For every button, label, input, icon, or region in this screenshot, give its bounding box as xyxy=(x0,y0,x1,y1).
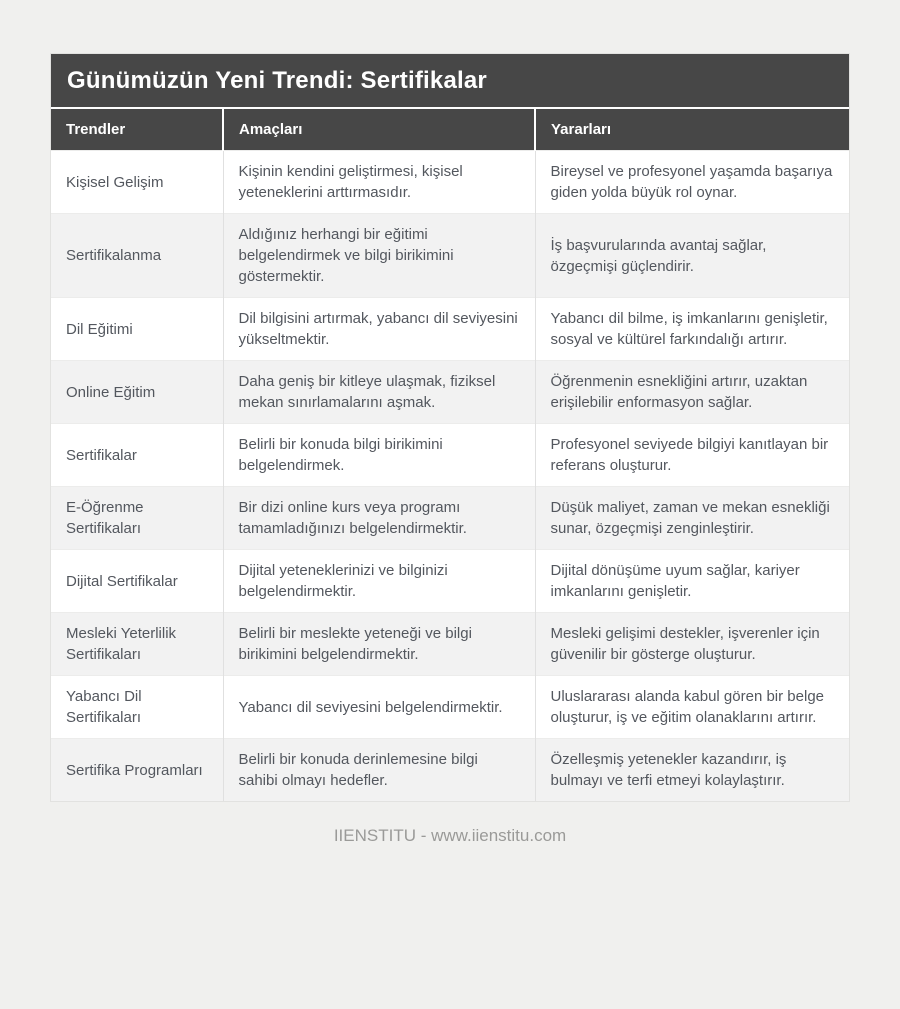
benefit-cell: Özelleşmiş yetenekler kazandırır, iş bulmayı ve terfi etmeyi kolaylaştırır. xyxy=(535,739,849,802)
table-row xyxy=(51,298,849,361)
benefit-cell: Dijital dönüşüme uyum sağlar, kariyer imkanlarını genişletir. xyxy=(535,550,849,613)
purpose-cell: Dil bilgisini artırmak, yabancı dil seviyesini yükseltmektir. xyxy=(223,298,535,361)
trends-table xyxy=(51,107,849,801)
table-row xyxy=(51,487,849,550)
footer-credit: IIENSTITU - www.iienstitu.com xyxy=(333,826,567,845)
trend-cell: Dil Eğitimi xyxy=(51,298,223,361)
table-row xyxy=(51,424,849,487)
trend-cell: Dijital Sertifikalar xyxy=(51,550,223,613)
trend-cell: Mesleki Yeterlilik Sertifikaları xyxy=(51,613,223,676)
purpose-cell: Bir dizi online kurs veya programı tamamladığınızı belgelendirmektir. xyxy=(223,487,535,550)
trend-cell: Yabancı Dil Sertifikaları xyxy=(51,676,223,739)
table-row xyxy=(51,550,849,613)
table-body xyxy=(51,151,849,802)
trend-cell: Sertifikalanma xyxy=(51,214,223,298)
benefit-cell: Yabancı dil bilme, iş imkanlarını genişletir, sosyal ve kültürel farkındalığı artırır. xyxy=(535,298,849,361)
purpose-cell: Daha geniş bir kitleye ulaşmak, fiziksel mekan sınırlamalarını aşmak. xyxy=(223,361,535,424)
header-yararlari: Yararları xyxy=(535,108,849,151)
table-row xyxy=(51,676,849,739)
trend-cell: Online Eğitim xyxy=(51,361,223,424)
trend-cell: Sertifika Programları xyxy=(51,739,223,802)
header-row xyxy=(51,108,849,151)
purpose-cell: Kişinin kendini geliştirmesi, kişisel yeteneklerini arttırmasıdır. xyxy=(223,151,535,214)
purpose-cell: Yabancı dil seviyesini belgelendirmektir. xyxy=(223,676,535,739)
benefit-cell: Profesyonel seviyede bilgiyi kanıtlayan bir referans oluşturur. xyxy=(535,424,849,487)
trend-cell: Kişisel Gelişim xyxy=(51,151,223,214)
purpose-cell: Dijital yeteneklerinizi ve bilginizi belgelendirmektir. xyxy=(223,550,535,613)
table-header xyxy=(51,108,849,151)
purpose-cell: Aldığınız herhangi bir eğitimi belgelendirmek ve bilgi birikimini göstermektir. xyxy=(223,214,535,298)
certificates-table-card xyxy=(50,53,850,802)
benefit-cell: Uluslararası alanda kabul gören bir belge oluşturur, iş ve eğitim olanaklarını artırır. xyxy=(535,676,849,739)
benefit-cell: Düşük maliyet, zaman ve mekan esnekliği sunar, özgeçmişi zenginleştirir. xyxy=(535,487,849,550)
purpose-cell: Belirli bir konuda derinlemesine bilgi sahibi olmayı hedefler. xyxy=(223,739,535,802)
table-row xyxy=(51,151,849,214)
benefit-cell: İş başvurularında avantaj sağlar, özgeçmişi güçlendirir. xyxy=(535,214,849,298)
table-row xyxy=(51,613,849,676)
purpose-cell: Belirli bir meslekte yeteneği ve bilgi birikimini belgelendirmektir. xyxy=(223,613,535,676)
table-row xyxy=(51,214,849,298)
benefit-cell: Öğrenmenin esnekliğini artırır, uzaktan erişilebilir enformasyon sağlar. xyxy=(535,361,849,424)
trend-cell: Sertifikalar xyxy=(51,424,223,487)
benefit-cell: Bireysel ve profesyonel yaşamda başarıya giden yolda büyük rol oynar. xyxy=(535,151,849,214)
table-row xyxy=(51,361,849,424)
page-title: Günümüzün Yeni Trendi: Sertifikalar xyxy=(51,54,849,107)
header-trendler: Trendler xyxy=(51,108,223,151)
benefit-cell: Mesleki gelişimi destekler, işverenler için güvenilir bir gösterge oluşturur. xyxy=(535,613,849,676)
table-row xyxy=(51,739,849,802)
trend-cell: E-Öğrenme Sertifikaları xyxy=(51,487,223,550)
header-amaclari: Amaçları xyxy=(223,108,535,151)
purpose-cell: Belirli bir konuda bilgi birikimini belgelendirmek. xyxy=(223,424,535,487)
